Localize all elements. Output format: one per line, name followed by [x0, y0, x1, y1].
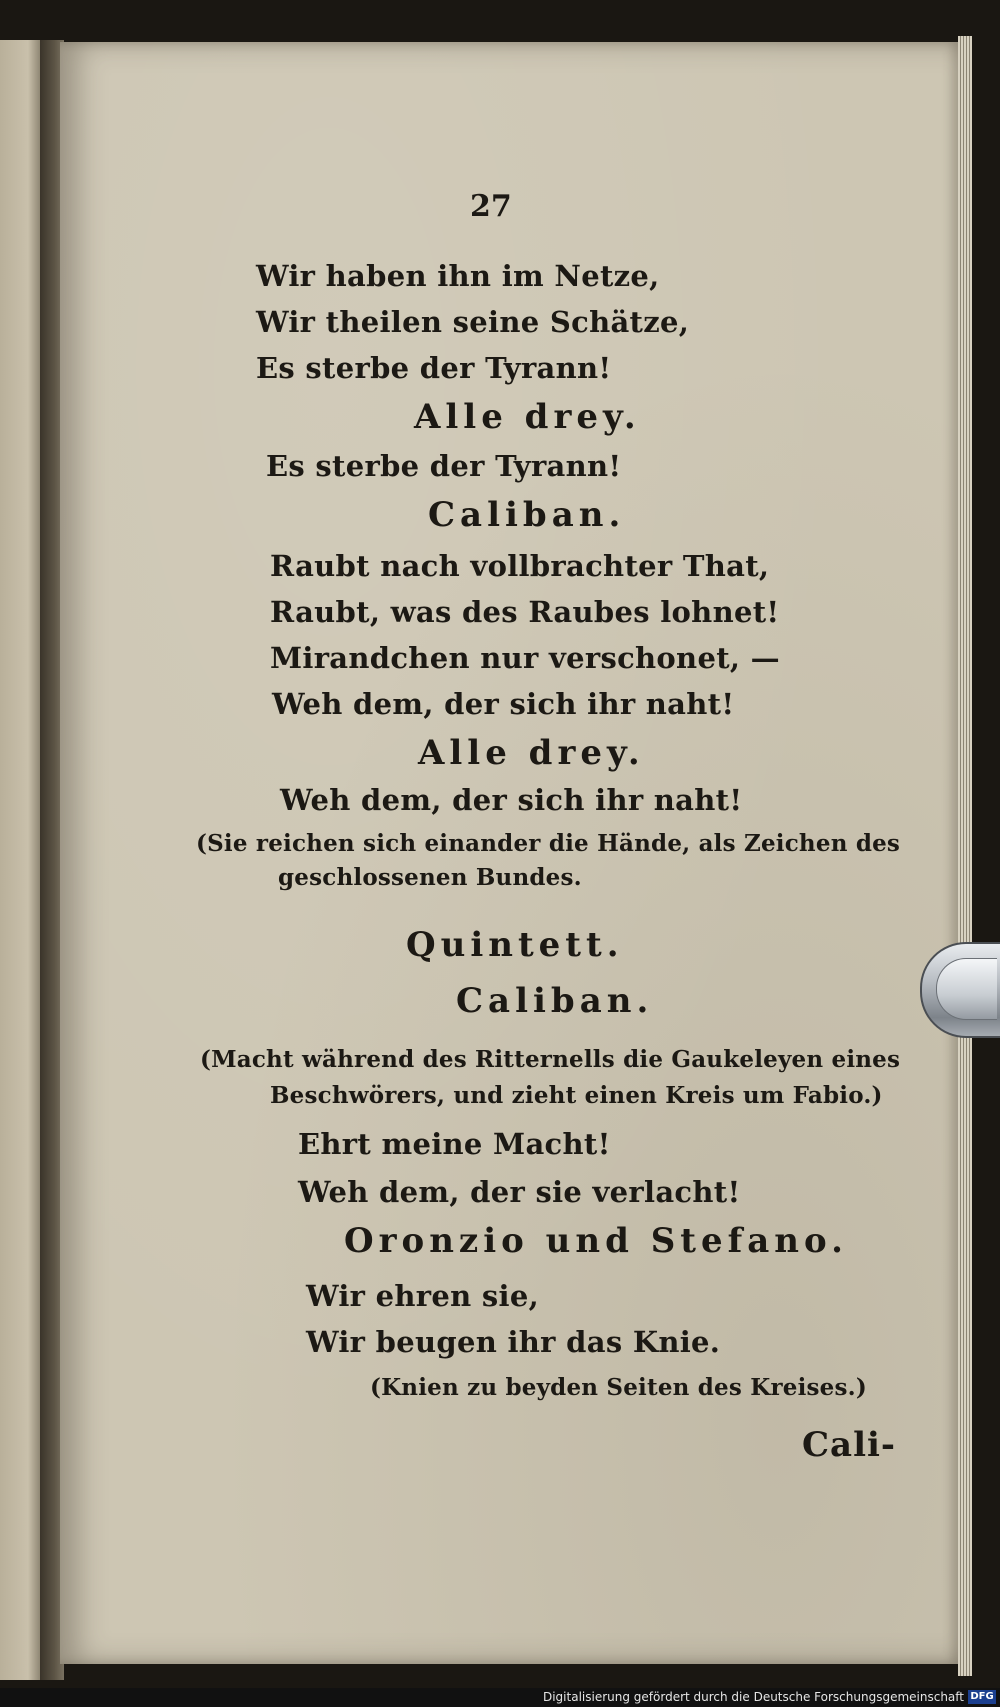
speaker-heading: Alle drey.	[414, 397, 641, 437]
stage-direction: Beschwörers, und zieht einen Kreis um Fabio.)	[270, 1082, 883, 1109]
speaker-heading: Caliban.	[428, 495, 626, 535]
verse-line: Raubt nach vollbrachter That,	[270, 549, 770, 583]
verse-line: Wir theilen seine Schätze,	[256, 305, 690, 339]
verse-line: Weh dem, der sich ihr naht!	[272, 687, 735, 721]
verse-line: Wir beugen ihr das Knie.	[306, 1325, 721, 1359]
book-clip-inner	[936, 958, 997, 1020]
stage-direction: (Knien zu beyden Seiten des Kreises.)	[370, 1374, 867, 1401]
speaker-heading: Caliban.	[456, 981, 654, 1021]
verse-line: Es sterbe der Tyrann!	[256, 351, 612, 385]
digitization-footer	[0, 1688, 1000, 1707]
verse-line: Raubt, was des Raubes lohnet!	[270, 595, 780, 629]
speaker-heading: Alle drey.	[418, 733, 645, 773]
verse-line: Wir haben ihn im Netze,	[256, 259, 660, 293]
verse-line: Es sterbe der Tyrann!	[266, 449, 622, 483]
stage-direction: (Macht während des Ritternells die Gaukeleyen eines	[200, 1046, 901, 1073]
stage-direction: (Sie reichen sich einander die Hände, als Zeichen des	[196, 830, 901, 857]
left-page-edge	[0, 40, 40, 1680]
dfg-logo: DFG	[968, 1690, 996, 1704]
page-number: 27	[470, 189, 512, 224]
verse-line: Ehrt meine Macht!	[298, 1127, 611, 1161]
verse-line: Mirandchen nur verschonet, —	[270, 641, 780, 675]
catchword: Cali-	[802, 1425, 897, 1465]
book-clip	[920, 942, 1000, 1038]
speaker-heading: Oronzio und Stefano.	[344, 1221, 848, 1261]
verse-line: Weh dem, der sie verlacht!	[298, 1175, 741, 1209]
verse-line: Weh dem, der sich ihr naht!	[280, 783, 743, 817]
stage-direction: geschlossenen Bundes.	[278, 864, 582, 891]
verse-line: Wir ehren sie,	[306, 1279, 539, 1313]
footer-credit: Digitalisierung gefördert durch die Deutsche Forschungsgemeinschaft	[542, 1690, 964, 1704]
page-stack-edge	[958, 36, 972, 1676]
section-heading-quintett: Quintett.	[406, 925, 624, 965]
